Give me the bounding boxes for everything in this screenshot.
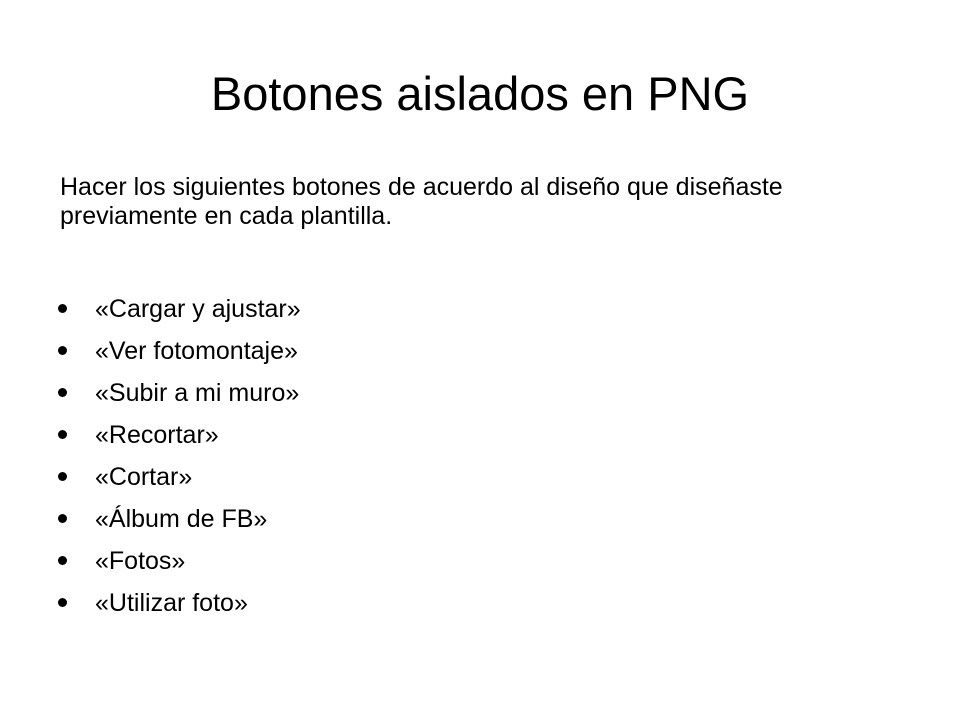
bullet-label: «Utilizar foto» bbox=[95, 589, 248, 617]
bullet-label: «Subir a mi muro» bbox=[95, 379, 300, 407]
bullet-item-utilizar-foto bbox=[58, 587, 301, 629]
bullet-icon bbox=[58, 556, 67, 565]
bullet-icon bbox=[58, 514, 67, 523]
bullet-label: «Cargar y ajustar» bbox=[95, 295, 301, 323]
bullet-label: «Fotos» bbox=[95, 547, 186, 575]
bullet-icon bbox=[58, 304, 67, 313]
bullet-item-album-de-fb bbox=[58, 503, 301, 545]
bullet-list bbox=[58, 293, 301, 629]
bullet-icon bbox=[58, 346, 67, 355]
bullet-item-cargar-y-ajustar bbox=[58, 293, 301, 335]
bullet-icon bbox=[58, 472, 67, 481]
bullet-item-cortar bbox=[58, 461, 301, 503]
bullet-label: «Álbum de FB» bbox=[95, 505, 268, 533]
bullet-icon bbox=[58, 388, 67, 397]
bullet-icon bbox=[58, 598, 67, 607]
bullet-item-ver-fotomontaje bbox=[58, 335, 301, 377]
bullet-label: «Recortar» bbox=[95, 421, 219, 449]
bullet-label: «Cortar» bbox=[95, 463, 193, 491]
bullet-label: «Ver fotomontaje» bbox=[95, 337, 298, 365]
bullet-item-recortar bbox=[58, 419, 301, 461]
bullet-icon bbox=[58, 430, 67, 439]
bullet-item-fotos bbox=[58, 545, 301, 587]
slide-intro-text: Hacer los siguientes botones de acuerdo al diseño que diseñaste previamente en cada plantilla. bbox=[60, 173, 783, 230]
bullet-item-subir-a-mi-muro bbox=[58, 377, 301, 419]
slide-title: Botones aislados en PNG bbox=[210, 67, 750, 120]
